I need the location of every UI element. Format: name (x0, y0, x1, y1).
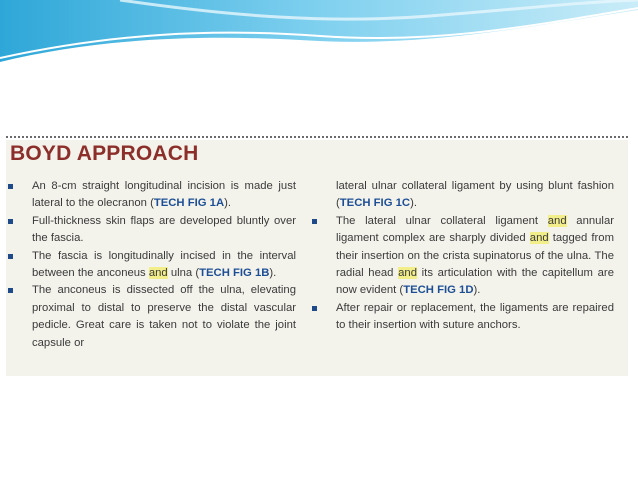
bullet-text: The anconeus is dissected off the ulna, elevating proximal to distal to preserve the distal vascular pedicle. Great care is taken not to violate the joint capsule or (32, 284, 296, 349)
figure-reference: TECH FIG 1A (153, 197, 225, 210)
bullet-item (312, 213, 614, 300)
bullet-item (8, 178, 296, 213)
bullet-text: annular ligament complex are sharply divided (336, 214, 614, 245)
left-column (8, 178, 296, 352)
bullet-text: After repair or replacement, the ligaments are repaired to their insertion with suture anchors. (336, 301, 614, 332)
highlighted-word: and (148, 267, 168, 280)
bullet-text: An 8-cm straight longitudinal incision is made just lateral to the olecranon ( (32, 180, 296, 210)
bullet-square-icon (8, 184, 13, 189)
bullet-item (8, 213, 296, 248)
bullet-text: tagged from their insertion on the crista supinatorus of the ulna. The radial head (336, 232, 614, 280)
bullet-text: ). (410, 197, 417, 210)
bullet-square-icon (312, 306, 317, 311)
decorative-wave-header (0, 0, 638, 80)
right-column-items (312, 213, 614, 335)
bullet-square-icon (8, 219, 13, 224)
right-column (312, 178, 614, 335)
continued-bullet-text (312, 178, 614, 213)
bullet-item (8, 248, 296, 283)
bullet-text: Full-thickness skin flaps are developed bluntly over the fascia. (32, 214, 296, 245)
bullet-text: The lateral ulnar collateral ligament (336, 214, 548, 227)
textbook-excerpt-panel (6, 140, 628, 376)
bullet-text: its articulation with the capitellum are now evident ( (336, 267, 614, 297)
bullet-text: ). (473, 284, 481, 297)
highlighted-word: and (529, 232, 549, 245)
bullet-square-icon (8, 254, 13, 259)
bullet-text: ulna ( (167, 267, 200, 280)
highlighted-word: and (398, 267, 417, 280)
bullet-text: ). (224, 197, 232, 210)
figure-reference: TECH FIG 1B (199, 267, 270, 280)
section-heading: BOYD APPROACH (10, 142, 199, 165)
bullet-text: The fascia is longitudinally incised in the interval between the anconeus (32, 249, 296, 280)
dotted-divider (6, 136, 628, 138)
highlighted-word: and (547, 214, 567, 227)
figure-reference: TECH FIG 1D (403, 284, 474, 297)
bullet-square-icon (8, 288, 13, 293)
bullet-item (312, 300, 614, 335)
bullet-item (8, 282, 296, 352)
bullet-text: ). (269, 267, 277, 280)
bullet-square-icon (312, 219, 317, 224)
figure-reference: TECH FIG 1C (339, 197, 411, 210)
bullet-text: lateral ulnar collateral ligament by using blunt fashion ( (336, 180, 614, 210)
